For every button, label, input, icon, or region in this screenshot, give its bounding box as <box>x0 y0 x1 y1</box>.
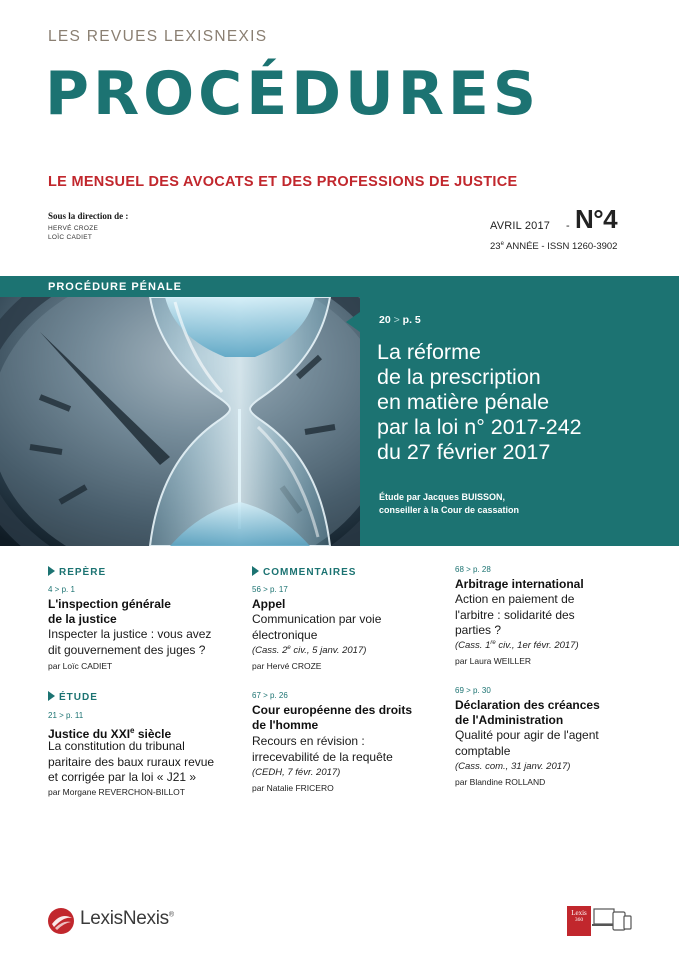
article-summary <box>455 728 599 759</box>
article-summary-line: Action en paiement de <box>455 592 575 606</box>
case-reference: (CEDH, 7 févr. 2017) <box>252 767 341 778</box>
article-author: par Blandine ROLLAND <box>455 777 546 787</box>
section-heading-etude <box>48 691 98 703</box>
article-ref: 68 > p. 28 <box>455 565 491 574</box>
article-title-line: Déclaration des créances <box>455 698 600 712</box>
article-ref: 21 > p. 11 <box>48 711 84 720</box>
feature-ref-arrow: > <box>393 314 400 326</box>
year-issn-text: ANNÉE - ISSN 1260-3902 <box>503 241 618 253</box>
feature-ref-number: 20 <box>379 314 391 326</box>
article-title-line: Cour européenne des droits <box>252 703 413 717</box>
article-summary <box>48 739 214 786</box>
article-summary-line: Recours en révision : <box>252 734 365 748</box>
article-ref: 67 > p. 26 <box>252 691 288 700</box>
article-summary-line: l'arbitre : solidarité des <box>455 607 575 622</box>
article-author: par Laura WEILLER <box>455 656 532 666</box>
case-reference: (Cass. com., 31 janv. 2017) <box>455 761 571 772</box>
badge-line: 360 <box>574 917 584 923</box>
section-heading-commentaires <box>252 566 356 578</box>
issue-year-issn <box>490 241 617 252</box>
case-reference-text: (Cass. 1 <box>455 640 491 652</box>
feature-title <box>377 340 667 465</box>
article-summary-line: paritaire des baux ruraux revue <box>48 754 215 769</box>
feature-title-line: de la prescription <box>377 365 541 389</box>
editor-name: LOÏC CADIET <box>48 234 93 241</box>
feature-author-line: Étude par Jacques BUISSON, <box>379 492 506 502</box>
article-ref: 56 > p. 17 <box>252 585 288 594</box>
article-author: par Loïc CADIET <box>48 661 113 671</box>
lexis360-badge-text <box>567 909 591 923</box>
article-title: Appel <box>252 597 286 611</box>
section-heading-text: REPÈRE <box>59 567 107 578</box>
article-title-line: de l'homme <box>252 718 319 732</box>
article-summary-line: parties ? <box>455 623 502 637</box>
article-summary <box>252 734 393 765</box>
lexisnexis-logo-icon <box>46 906 76 941</box>
article-summary <box>455 592 575 639</box>
article-summary-line: La constitution du tribunal <box>48 739 185 753</box>
article-title-line: de l'Administration <box>455 713 564 727</box>
registered-mark: ® <box>168 911 174 919</box>
article-title <box>252 703 412 733</box>
issue-number: N°4 <box>575 204 618 234</box>
section-heading-text: COMMENTAIRES <box>263 567 357 578</box>
article-summary-line: irrecevabilité de la requête <box>252 749 393 764</box>
article-title <box>455 698 600 728</box>
series-label: LES REVUES LEXISNEXIS <box>48 28 268 45</box>
article-title-text: Justice du XXI <box>48 727 131 741</box>
case-reference-sup: e <box>287 645 291 651</box>
article-author: par Morgane REVERCHON-BILLOT <box>48 787 185 797</box>
article-summary-line: Qualité pour agir de l'agent <box>455 728 599 742</box>
hourglass-image <box>0 297 360 546</box>
triangle-bullet-icon <box>48 691 55 701</box>
editor-name: HERVÉ CROZE <box>48 225 99 232</box>
case-reference-sup: re <box>490 640 496 646</box>
article-summary-line: et corrigée par la loi « J21 » <box>48 770 197 784</box>
article-summary-line: Inspecter la justice : vous avez <box>48 627 212 641</box>
article-summary-line: Communication par voie <box>252 612 382 626</box>
article-title: Arbitrage international <box>455 577 584 591</box>
journal-subtitle: LE MENSUEL DES AVOCATS ET DES PROFESSIONS DE JUSTICE <box>48 174 518 190</box>
issue-date: AVRIL 2017 <box>490 220 551 232</box>
triangle-bullet-icon <box>48 566 55 576</box>
badge-line: Lexis <box>571 909 587 917</box>
panel-notch <box>346 312 360 332</box>
section-heading-text: ÉTUDE <box>59 692 98 703</box>
direction-label: Sous la direction de : <box>48 211 129 221</box>
feature-author-line: conseiller à la Cour de cassation <box>379 505 520 515</box>
feature-title-line: par la loi n° 2017-242 <box>377 415 582 439</box>
hourglass-icon <box>0 297 360 546</box>
article-title <box>48 597 171 627</box>
article-author: par Hervé CROZE <box>252 661 322 671</box>
case-reference-text: (Cass. 2 <box>252 645 288 657</box>
feature-title-line: La réforme <box>377 340 481 364</box>
case-reference-text: civ., 1er févr. 2017) <box>495 640 579 652</box>
article-title-text: siècle <box>134 727 172 741</box>
case-reference-text: civ., 5 janv. 2017) <box>290 645 367 657</box>
publisher-name-text: LexisNexis <box>80 908 169 929</box>
article-title-line: de la justice <box>48 612 117 626</box>
article-title-sup: e <box>130 726 135 735</box>
feature-author <box>379 491 519 517</box>
case-reference <box>252 645 366 656</box>
article-summary-line: électronique <box>252 627 318 642</box>
lexisnexis-logo-icon <box>46 906 76 936</box>
triangle-bullet-icon <box>252 566 259 576</box>
feature-ref-page: p. 5 <box>402 314 421 326</box>
article-ref: 69 > p. 30 <box>455 686 491 695</box>
article-title-line: L'inspection générale <box>48 597 171 611</box>
section-heading-repere <box>48 566 106 578</box>
publisher-name <box>80 908 174 930</box>
article-summary-line: dit gouvernement des juges ? <box>48 642 206 657</box>
article-author: par Natalie FRICERO <box>252 783 334 793</box>
issue-separator: - <box>566 220 570 232</box>
article-summary <box>48 627 211 658</box>
devices-icon <box>592 906 632 941</box>
case-reference <box>455 640 579 651</box>
journal-title: PROCÉDURES <box>45 59 541 129</box>
article-ref: 4 > p. 1 <box>48 585 75 594</box>
category-label: PROCÉDURE PÉNALE <box>48 281 182 293</box>
feature-title-line: en matière pénale <box>377 390 550 414</box>
article-summary-line: comptable <box>455 743 511 758</box>
article-summary <box>252 612 381 643</box>
feature-title-line: du 27 février 2017 <box>377 440 551 464</box>
feature-page-ref <box>379 314 421 326</box>
year-ordinal: e <box>500 241 504 247</box>
year-number: 23 <box>490 241 501 253</box>
devices-icon <box>592 906 632 936</box>
